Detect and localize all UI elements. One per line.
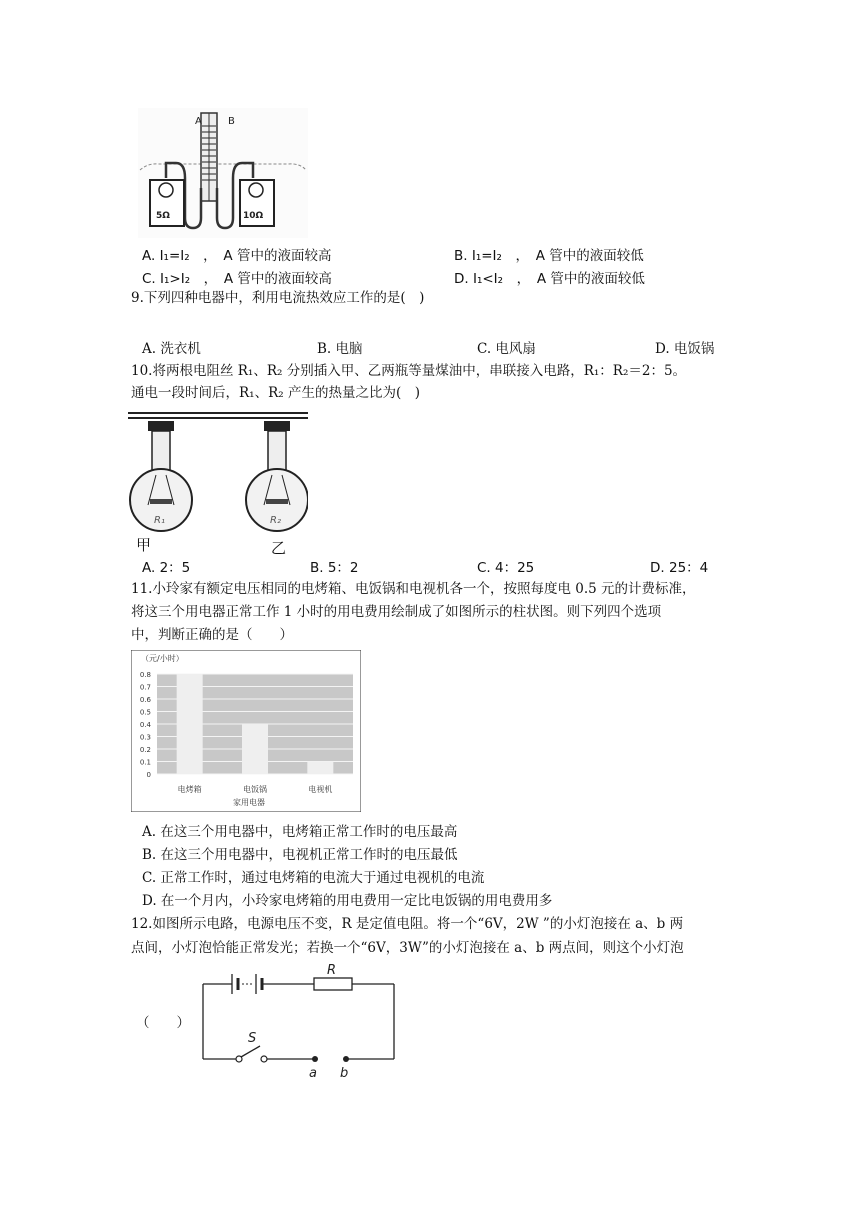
y-tick-label: 0.6 [139, 696, 151, 704]
resistor-right-label: 10Ω [243, 211, 264, 221]
y-tick-label: 0.1 [139, 758, 151, 767]
q8-apparatus-figure [138, 108, 308, 238]
y-tick-label: 0.8 [139, 671, 151, 679]
q10-stem-line1: 10.将两根电阻丝 R₁、R₂ 分别插入甲、乙两瓶等量煤油中，串联接入电路，R₁：R₂＝2：5。 [131, 363, 687, 379]
y-tick-label: 0.2 [139, 746, 151, 754]
q9-option-b: B. 电脑 [317, 341, 363, 357]
q10-option-a: A. 2：5 [142, 560, 191, 576]
q11-bar-chart [131, 650, 361, 812]
q8-option-d: D. I₁<I₂ ， A 管中的液面较低 [454, 271, 645, 287]
chart-unit-label: （元/小时） [141, 654, 184, 663]
x-tick-label: 电视机 [308, 785, 333, 794]
circuit-r-label: R [327, 963, 337, 978]
flask-yi-label: 乙 [271, 539, 287, 555]
q11-stem-line1: 11.小玲家有额定电压相同的电烤箱、电饭锅和电视机各一个，按照每度电 0.5 元的计费标准， [131, 581, 696, 597]
y-tick-label: 0 [146, 771, 151, 779]
circuit-a-label: a [309, 1066, 317, 1081]
q10-option-b: B. 5：2 [310, 560, 359, 576]
q9-option-c: C. 电风扇 [477, 341, 536, 357]
y-tick-label: 0.4 [139, 721, 151, 729]
circuit-s-label: S [248, 1031, 257, 1046]
x-tick-label: 电烤箱 [177, 785, 202, 794]
q9-option-d: D. 电饭锅 [655, 341, 715, 357]
x-tick-label: 电饭锅 [243, 785, 267, 794]
q9-stem: 9.下列四种电器中，利用电流热效应工作的是( ) [131, 290, 425, 306]
label-a: A [195, 116, 202, 127]
bar [177, 674, 203, 774]
q11-stem-line2: 将这三个用电器正常工作 1 小时的用电费用绘制成了如图所示的柱状图。则下列四个选项 [131, 604, 662, 620]
bar [242, 724, 268, 774]
q10-option-c: C. 4：25 [477, 560, 535, 576]
q12-stem-line2: 点间，小灯泡恰能正常发光；若换一个“6V，3W”的小灯泡接在 a、b 两点间，则这个小灯泡 [131, 940, 684, 956]
q11-option-b: B. 在这三个用电器中，电视机正常工作时的电压最低 [142, 847, 458, 863]
resistor-left-label: 5Ω [156, 211, 170, 221]
r2-label: R₂ [270, 515, 281, 526]
q11-stem-line3: 中，判断正确的是（ ） [131, 627, 293, 643]
y-tick-label: 0.7 [139, 683, 151, 692]
q12-answer-paren: （ ） [136, 1015, 190, 1031]
circuit-b-label: b [340, 1066, 349, 1081]
bar [307, 762, 333, 775]
q11-option-c: C. 正常工作时，通过电烤箱的电流大于通过电视机的电流 [142, 870, 485, 886]
r1-label: R₁ [154, 515, 165, 526]
q8-option-b: B. I₁=I₂ ， A 管中的液面较低 [454, 248, 644, 264]
q10-stem-line2: 通电一段时间后，R₁、R₂ 产生的热量之比为( ) [131, 385, 420, 401]
y-tick-label: 0.5 [139, 708, 151, 717]
q12-stem-line1: 12.如图所示电路，电源电压不变，R 是定值电阻。将一个“6V，2W ”的小灯泡接在 a、b 两 [131, 916, 684, 932]
y-tick-label: 0.3 [139, 733, 151, 742]
label-b: B [228, 116, 235, 127]
q11-option-a: A. 在这三个用电器中，电烤箱正常工作时的电压最高 [142, 824, 458, 840]
chart-xlabel: 家用电器 [233, 798, 265, 807]
q8-option-c: C. I₁>I₂ ， A 管中的液面较高 [142, 271, 332, 287]
q8-option-a: A. I₁=I₂ ， A 管中的液面较高 [142, 248, 332, 264]
q10-flasks-figure [128, 405, 308, 555]
q12-circuit-figure [198, 962, 398, 1082]
q9-option-a: A. 洗衣机 [142, 341, 201, 357]
q10-option-d: D. 25：4 [650, 560, 709, 576]
flask-jia-label: 甲 [136, 536, 152, 554]
q11-option-d: D. 在一个月内，小玲家电烤箱的用电费用一定比电饭锅的用电费用多 [142, 893, 553, 909]
